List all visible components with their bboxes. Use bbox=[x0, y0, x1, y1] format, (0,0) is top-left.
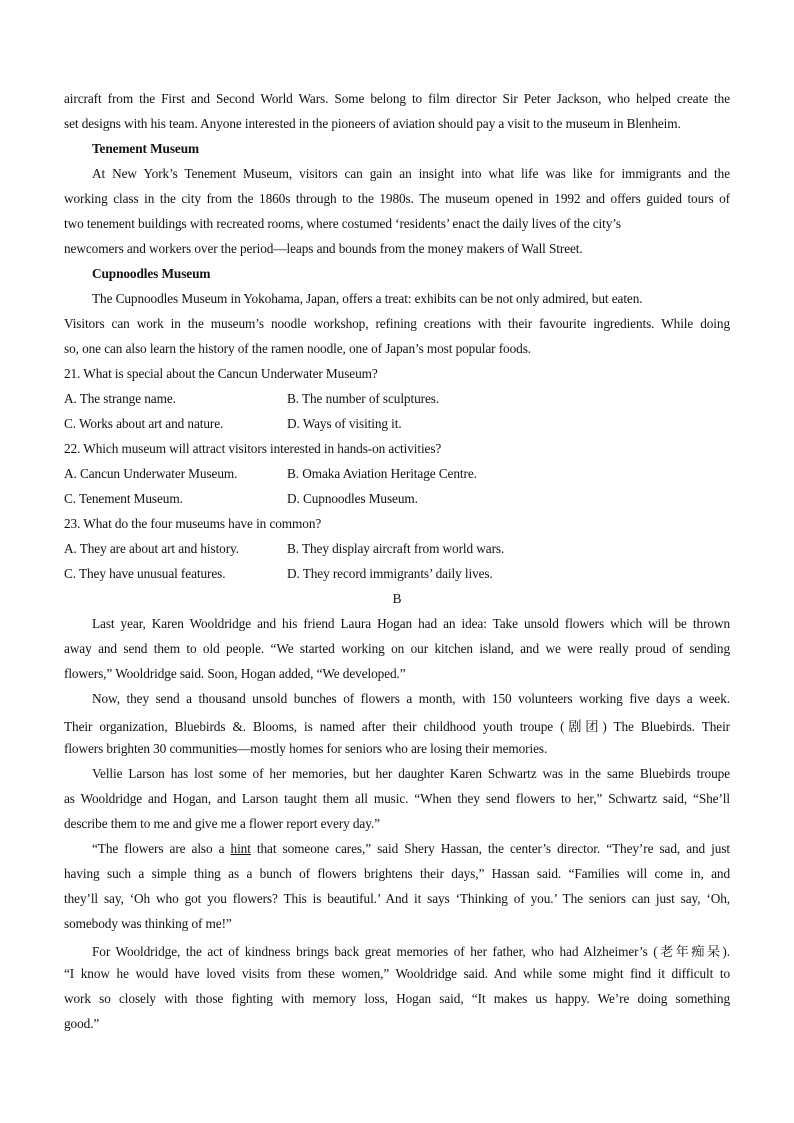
text-line: flowers brighten 30 communities—mostly homes for seniors who are losing their memories. bbox=[64, 741, 548, 756]
option-b: B. The number of sculptures. bbox=[287, 391, 440, 406]
text-line: Last year, Karen Wooldridge and his friend Laura Hogan had an idea: Take unsold flowers which will be thrown bbox=[92, 616, 730, 631]
text-line: work so closely with those fighting with memory loss, Hogan said, “It makes us happy. We’re doing something bbox=[64, 991, 730, 1006]
option-d: D. They record immigrants’ daily lives. bbox=[287, 566, 493, 581]
option-row bbox=[64, 566, 730, 582]
option-row bbox=[64, 541, 730, 557]
option-b: B. Omaka Aviation Heritage Centre. bbox=[287, 466, 477, 481]
text-line: The Cupnoodles Museum in Yokohama, Japan, offers a treat: exhibits can be not only admired, but eaten. bbox=[92, 291, 643, 306]
option-b: B. They display aircraft from world wars. bbox=[287, 541, 505, 556]
text-line: “The flowers are also a hint that someone cares,” said Shery Hassan, the center’s director. “They’re sad, and just bbox=[92, 841, 730, 856]
text-line: Their organization, Bluebirds &. Blooms, is named after their childhood youth troupe (剧团) The Bluebirds. Their bbox=[64, 719, 730, 734]
text-line: At New York’s Tenement Museum, visitors can gain an insight into what life was like for immigrants and the bbox=[92, 166, 730, 181]
text-line: somebody was thinking of me!” bbox=[64, 916, 232, 931]
option-a: A. The strange name. bbox=[64, 391, 176, 406]
text-line: so, one can also learn the history of the ramen noodle, one of Japan’s most popular foods. bbox=[64, 341, 531, 356]
text-line: working class in the city from the 1860s through to the 1980s. The museum opened in 1992 and offers guided tours of bbox=[64, 191, 730, 206]
text-line: flowers,” Wooldridge said. Soon, Hogan added, “We developed.” bbox=[64, 666, 406, 681]
option-d: D. Ways of visiting it. bbox=[287, 416, 402, 431]
option-d: D. Cupnoodles Museum. bbox=[287, 491, 418, 506]
option-a: A. They are about art and history. bbox=[64, 541, 239, 556]
text-line: Now, they send a thousand unsold bunches of flowers a month, with 150 volunteers working five days a week. bbox=[92, 691, 730, 706]
option-a: A. Cancun Underwater Museum. bbox=[64, 466, 238, 481]
text-line: aircraft from the First and Second World Wars. Some belong to film director Sir Peter Jackson, who helped create the bbox=[64, 91, 730, 106]
text-line: newcomers and workers over the period—leaps and bounds from the money makers of Wall Street. bbox=[64, 241, 583, 256]
question-22: 22. Which museum will attract visitors interested in hands-on activities? bbox=[64, 441, 442, 456]
option-row bbox=[64, 416, 730, 432]
text-line: good.” bbox=[64, 1016, 100, 1031]
question-23: 23. What do the four museums have in common? bbox=[64, 516, 322, 531]
option-c: C. Works about art and nature. bbox=[64, 416, 224, 431]
text-line: Vellie Larson has lost some of her memories, but her daughter Karen Schwartz was in the same Bluebirds troupe bbox=[92, 766, 730, 781]
tenement-heading: Tenement Museum bbox=[92, 141, 199, 156]
section-label: B bbox=[392, 591, 402, 606]
text-line: as Wooldridge and Hogan, and Larson taught them all music. “When they send flowers to her,” Schwartz said, “She’ll bbox=[64, 791, 730, 806]
text-line: Visitors can work in the museum’s noodle workshop, refining creations with their favourite ingredients. While doing bbox=[64, 316, 730, 331]
option-c: C. Tenement Museum. bbox=[64, 491, 183, 506]
option-row bbox=[64, 391, 730, 407]
text-line: they’ll say, ‘Oh who got you flowers? This is beautiful.’ And it says ‘Thinking of you.’ The seniors can just say, ‘Oh, bbox=[64, 891, 730, 906]
option-c: C. They have unusual features. bbox=[64, 566, 226, 581]
option-row bbox=[64, 491, 730, 507]
text-line: For Wooldridge, the act of kindness brings back great memories of her father, who had Alzheimer’s (老年痴呆). bbox=[92, 944, 730, 959]
underlined-word-hint: hint bbox=[230, 841, 251, 856]
question-21: 21. What is special about the Cancun Underwater Museum? bbox=[64, 366, 378, 381]
text-line: away and send them to old people. “We started working on our kitchen island, and we were really proud of sending bbox=[64, 641, 730, 656]
text-line: having such a simple thing as a bunch of flowers brightens their days,” Hassan said. “Families will come in, and bbox=[64, 866, 730, 881]
cupnoodles-heading: Cupnoodles Museum bbox=[92, 266, 211, 281]
text-line: set designs with his team. Anyone interested in the pioneers of aviation should pay a visit to the museum in Blenheim. bbox=[64, 116, 681, 131]
option-row bbox=[64, 466, 730, 482]
text-line: two tenement buildings with recreated rooms, where costumed ‘residents’ enact the daily lives of the city’s bbox=[64, 216, 621, 231]
text-line: describe them to me and give me a flower report every day.” bbox=[64, 816, 380, 831]
text-line: “I know he would have loved visits from these women,” Wooldridge said. And while some might find it difficult to bbox=[64, 966, 730, 981]
